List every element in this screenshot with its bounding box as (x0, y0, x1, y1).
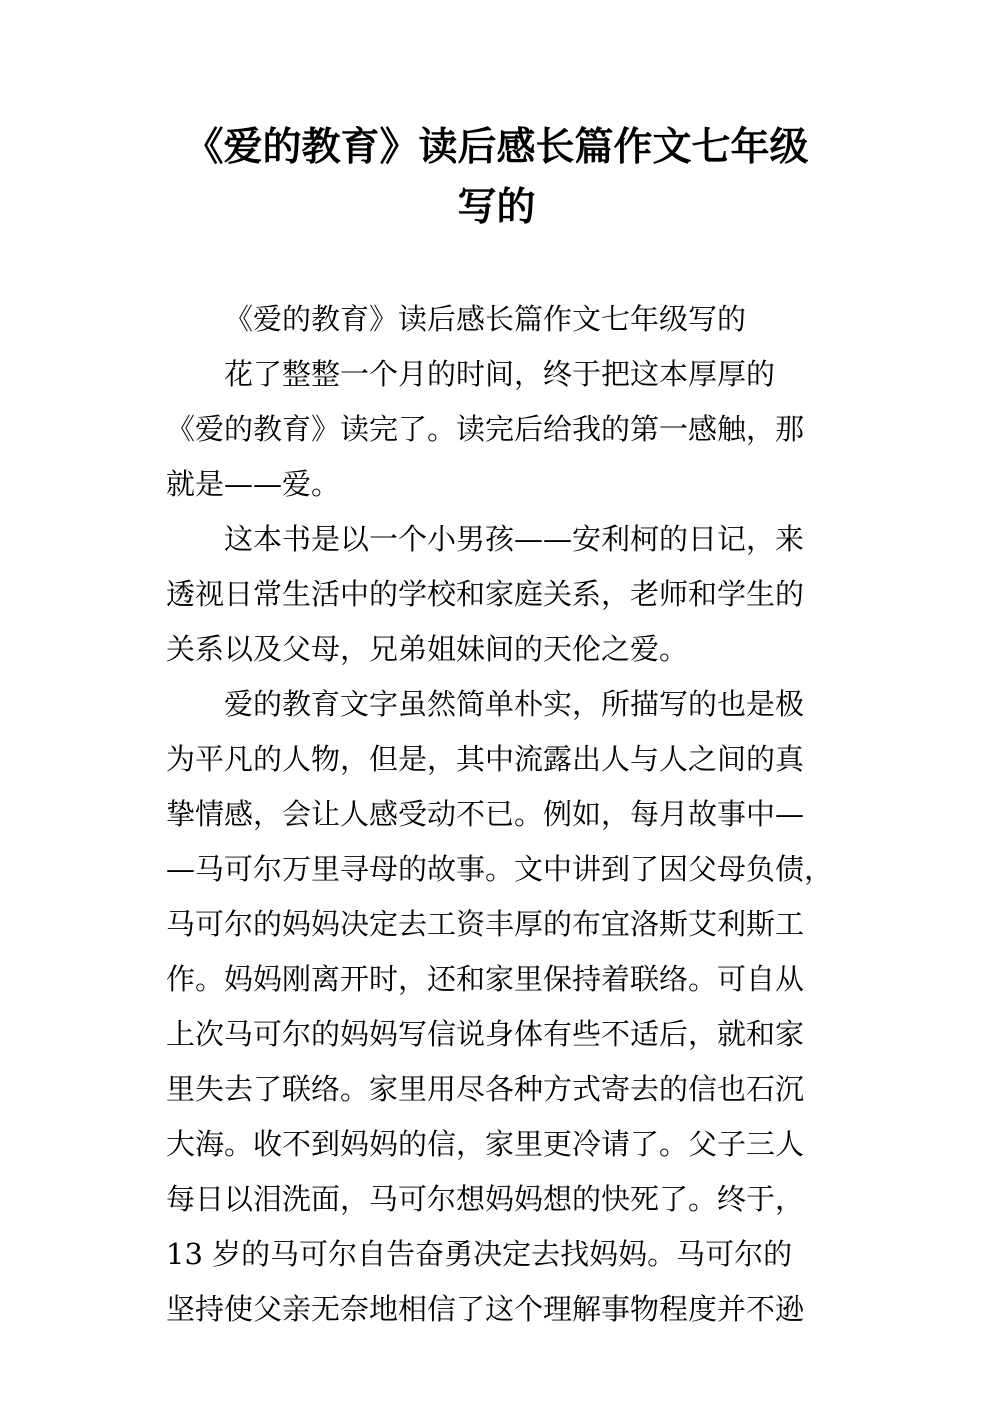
body-line: 挚情感，会让人感受动不已。例如，每月故事中— (166, 797, 805, 831)
body-line: 关系以及父母，兄弟姐妹间的天伦之爱。 (166, 632, 689, 666)
body-line: —马可尔万里寻母的故事。文中讲到了因父母负债， (166, 852, 834, 886)
title-line-2: 写的 (457, 185, 536, 230)
body-line: 《爱的教育》读后感长篇作文七年级写的 (224, 302, 747, 336)
document-title (150, 118, 843, 238)
body-line: 马可尔的妈妈决定去工资丰厚的布宜洛斯艾利斯工 (166, 907, 805, 941)
title-line-1: 《爱的教育》读后感长篇作文七年级 (184, 125, 809, 170)
body-line: 上次马可尔的妈妈写信说身体有些不适后，就和家 (166, 1017, 805, 1051)
body-line: 坚持使父亲无奈地相信了这个理解事物程度并不逊 (166, 1292, 805, 1326)
document-body (166, 292, 846, 1337)
body-line: 每日以泪洗面，马可尔想妈妈想的快死了。终于， (166, 1182, 805, 1216)
body-line: 13 岁的马可尔自告奋勇决定去找妈妈。马可尔的 (166, 1237, 793, 1271)
body-line: 里失去了联络。家里用尽各种方式寄去的信也石沉 (166, 1072, 805, 1106)
body-line: 透视日常生活中的学校和家庭关系，老师和学生的 (166, 577, 805, 611)
body-line: 为平凡的人物，但是，其中流露出人与人之间的真 (166, 742, 805, 776)
body-line: 作。妈妈刚离开时，还和家里保持着联络。可自从 (166, 962, 805, 996)
body-line: 《爱的教育》读完了。读完后给我的第一感触，那 (166, 412, 805, 446)
body-line: 大海。收不到妈妈的信，家里更冷请了。父子三人 (166, 1127, 805, 1161)
body-line: 花了整整一个月的时间，终于把这本厚厚的 (224, 357, 776, 391)
body-line: 爱的教育文字虽然简单朴实，所描写的也是极 (224, 687, 805, 721)
body-line: 这本书是以一个小男孩——安利柯的日记，来 (224, 522, 805, 556)
body-line: 就是——爱。 (166, 467, 341, 501)
